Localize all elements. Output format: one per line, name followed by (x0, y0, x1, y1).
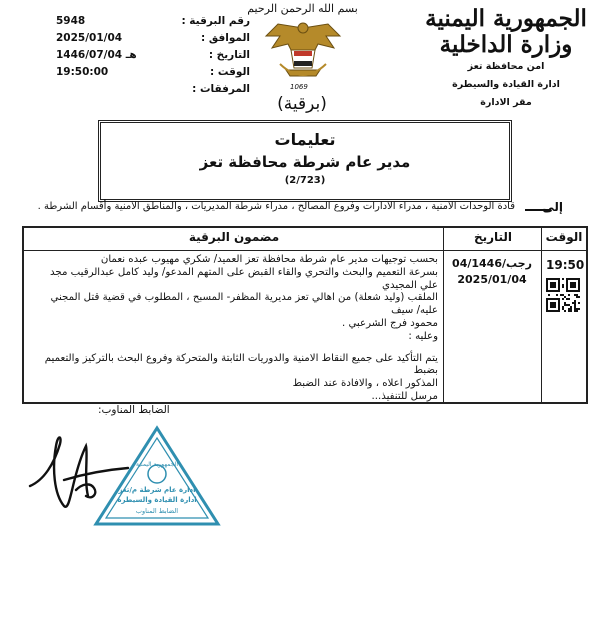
meta-label: المرفقات : (192, 82, 250, 95)
recipients-text: قادة الوحدات الامنية ، مدراء الادارات وفروع المصالح ، مدراء شرطة المديريات ، والمناطق الامنية وأقسام الشرطة . (37, 201, 515, 212)
duty-officer-label: الضابط المناوب: (98, 404, 170, 416)
meta-row-attachments (50, 80, 250, 97)
header-date: التاريخ (473, 230, 513, 244)
stamp-org: الجمهورية اليمنية (135, 461, 179, 468)
date-hijri: 04/رجب/1446 (452, 257, 532, 270)
meta-label: التاريخ : (208, 48, 250, 61)
telegram-table (22, 226, 588, 404)
recipients-underline (525, 209, 551, 211)
qr-code-icon (546, 278, 580, 312)
body-spacer (34, 344, 438, 353)
meta-label: رقم البرقية : (181, 14, 250, 27)
body-line: يتم التأكيد على جميع النقاط الامنية والدوريات الثابتة والمتحركة وفروع البحث بالتركيز والتعميم بضبط (44, 352, 438, 377)
reference-number: 1069 (290, 83, 308, 91)
recipients-label: إلى (542, 200, 563, 214)
stamp-line-2: ادارة القيادة والسيطرة (117, 496, 197, 504)
body-line: بسرعة التعميم والبحث والتحري والقاء القبض على المتهم المدعو/ وليد كامل عبدالرقيب مجد علي المجيدي (50, 266, 438, 291)
telegram-body (34, 254, 438, 404)
meta-value: 1446/07/04 هـ (56, 48, 137, 61)
signature-icon (24, 424, 134, 524)
instruction-title: تعليمات (274, 130, 336, 149)
body-line: الملقب (وليد شعلة) من اهالي تعز مديرية المظفر- المسبح ، المطلوب في قضية قتل المجني عليه/ سيف (50, 292, 438, 317)
header-content: مضمون البرقية (188, 230, 280, 244)
unit-line-3: مقر الادارة (480, 97, 532, 108)
ministry-name: وزارة الداخلية (439, 31, 573, 58)
meta-row-greg-date (50, 29, 250, 46)
stamp-line-1: ادارة عام شرطة م/تعز (118, 486, 196, 494)
time-cell: 19:50 (546, 258, 585, 272)
header-divider (24, 250, 586, 251)
telegram-meta (50, 12, 250, 97)
column-divider (541, 228, 542, 402)
unit-line-1: امن محافظة تعز (467, 61, 545, 72)
body-line: مرسل للتنفيذ... (371, 390, 438, 402)
body-line: محمود فرج الشرعبي . (341, 317, 438, 329)
stamp-line-3: الضابط المناوب (135, 507, 179, 515)
date-gregorian: 2025/01/04 (457, 273, 527, 286)
meta-label: الموافق : (201, 31, 250, 44)
document-type: (برقية) (277, 94, 327, 114)
column-divider (443, 228, 444, 402)
body-line: المذكور اعلاه ، والافادة عند الضبط (292, 378, 438, 390)
basmala: بسم الله الرحمن الرحيم (247, 2, 358, 15)
body-line: وعليه : (408, 330, 438, 342)
meta-value: 5948 (56, 14, 86, 27)
instruction-box (98, 120, 512, 202)
header-right (421, 6, 591, 112)
meta-row-hijri-date (50, 46, 250, 63)
country-name: الجمهورية اليمنية (425, 5, 587, 32)
meta-row-number (50, 12, 250, 29)
body-line: بحسب توجيهات مدير عام شرطة محافظة تعز العميد/ شكري مهيوب عبده نعمان (100, 254, 438, 265)
meta-row-time (50, 63, 250, 80)
meta-label: الوقت : (210, 65, 250, 78)
unit-line-2: ادارة القيادة والسيطرة (452, 79, 560, 90)
meta-value: 2025/01/04 (56, 31, 123, 44)
header-time: الوقت (545, 230, 583, 244)
instruction-number: (2/723) (284, 175, 326, 186)
meta-value: 19:50:00 (56, 65, 109, 78)
instruction-issuer: مدير عام شرطة محافظة تعز (199, 153, 411, 171)
date-cell (450, 256, 534, 288)
